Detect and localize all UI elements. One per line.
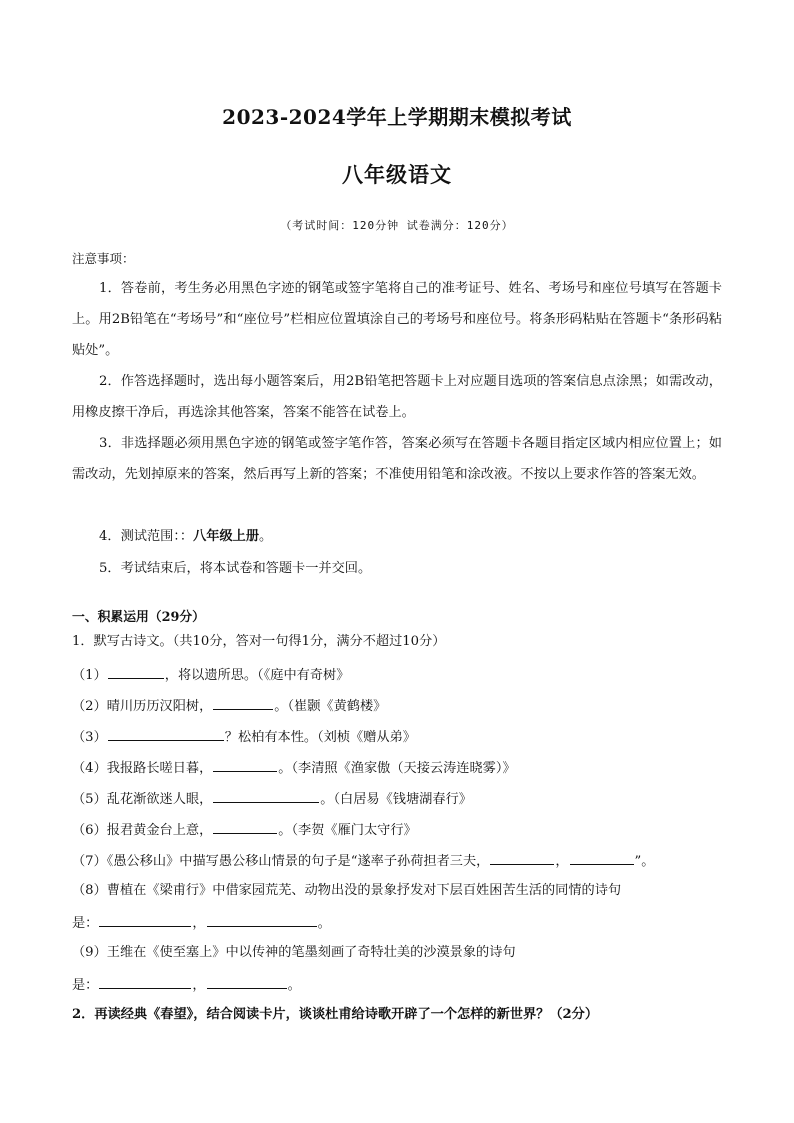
answer-blank[interactable] bbox=[207, 974, 287, 989]
answer-blank[interactable] bbox=[213, 788, 319, 803]
question-1-item-6: （6）报君黄金台上意， 。（李贺《雁门太守行》 bbox=[72, 819, 732, 841]
section-heading: 一、积累运用（29分） bbox=[72, 610, 205, 625]
answer-blank[interactable] bbox=[213, 757, 277, 772]
notice-item-4 bbox=[72, 521, 722, 552]
question-1-item-4: （4）我报路长嗟日暮， 。（李清照《渔家傲（天接云涛连晓雾）》 bbox=[72, 757, 732, 779]
notice-item-2: 2．作答选择题时，选出每小题答案后，用2B铅笔把答题卡上对应题目选项的答案信息点涂黑；如需改动，用橡皮擦干净后，再选涂其他答案，答案不能答在试卷上。 bbox=[72, 374, 722, 420]
notice-item-4-suffix: 。 bbox=[259, 529, 273, 544]
page-subtitle: 八年级语文 bbox=[342, 162, 452, 187]
question-1-item-3: （3） ？松柏有本性。（刘桢《赠从弟》 bbox=[72, 726, 732, 748]
question-1-item-9-line1: （9）王维在《使至塞上》中以传神的笔墨刻画了奇特壮美的沙漠景象的诗句 bbox=[72, 945, 516, 960]
notice-item-4-prefix: 4．测试范围：： bbox=[99, 529, 194, 544]
question-1-item-8-line2: 是： ， 。 bbox=[72, 912, 732, 934]
notice-heading: 注意事项： bbox=[72, 251, 135, 266]
answer-blank[interactable] bbox=[570, 850, 634, 865]
answer-blank[interactable] bbox=[213, 695, 273, 710]
question-1-item-1: （1） ，将以遗所思。（《庭中有奇树》 bbox=[72, 664, 732, 686]
answer-blank[interactable] bbox=[108, 726, 224, 741]
question-2-stem: 2．再读经典《春望》，结合阅读卡片，谈谈杜甫给诗歌开辟了一个怎样的新世界？（2分） bbox=[72, 1007, 599, 1022]
question-1-item-7: （7）《愚公移山》中描写愚公移山情景的句子是“遂率子孙荷担者三夫， ， ”。 bbox=[72, 850, 732, 872]
question-1-item-9-line2: 是： ， 。 bbox=[72, 974, 732, 996]
answer-blank[interactable] bbox=[490, 850, 554, 865]
answer-blank[interactable] bbox=[99, 912, 191, 927]
notice-item-1: 1．答卷前，考生务必用黑色字迹的钢笔或签字笔将自己的准考证号、姓名、考场号和座位号填写在答题卡上。用2B铅笔在“考场号”和“座位号”栏相应位置填涂自己的考场号和座位号。将条形码粘贴在答题卡“条形码粘贴处”。 bbox=[72, 281, 722, 358]
page-title: 2023-2024学年上学期期末模拟考试 bbox=[222, 105, 572, 129]
exam-info: （考试时间：120分钟 试卷满分：120分） bbox=[280, 219, 514, 232]
answer-blank[interactable] bbox=[99, 974, 191, 989]
question-1-stem: 1．默写古诗文。（共10分，答对一句得1分，满分不超过10分） bbox=[72, 634, 446, 649]
question-1-item-8-line1: （8）曹植在《梁甫行》中借家园荒芜、动物出没的景象抒发对下层百姓困苦生活的同情的诗句 bbox=[72, 883, 622, 898]
notice-item-3: 3．非选择题必须用黑色字迹的钢笔或签字笔作答，答案必须写在答题卡各题目指定区域内相应位置上；如需改动，先划掉原来的答案，然后再写上新的答案；不准使用铅笔和涂改液。不按以上要求作答的答案无效。 bbox=[72, 436, 722, 482]
notice-item-4-scope: 八年级上册 bbox=[193, 529, 260, 544]
answer-blank[interactable] bbox=[108, 664, 164, 679]
notice-item-5: 5．考试结束后，将本试卷和答题卡一并交回。 bbox=[99, 561, 372, 576]
question-1-item-2: （2）晴川历历汉阳树， 。（崔颢《黄鹤楼》 bbox=[72, 695, 732, 717]
answer-blank[interactable] bbox=[213, 819, 277, 834]
question-1-item-5: （5）乱花渐欲迷人眼， 。（白居易《钱塘湖春行》 bbox=[72, 788, 732, 810]
answer-blank[interactable] bbox=[207, 912, 317, 927]
